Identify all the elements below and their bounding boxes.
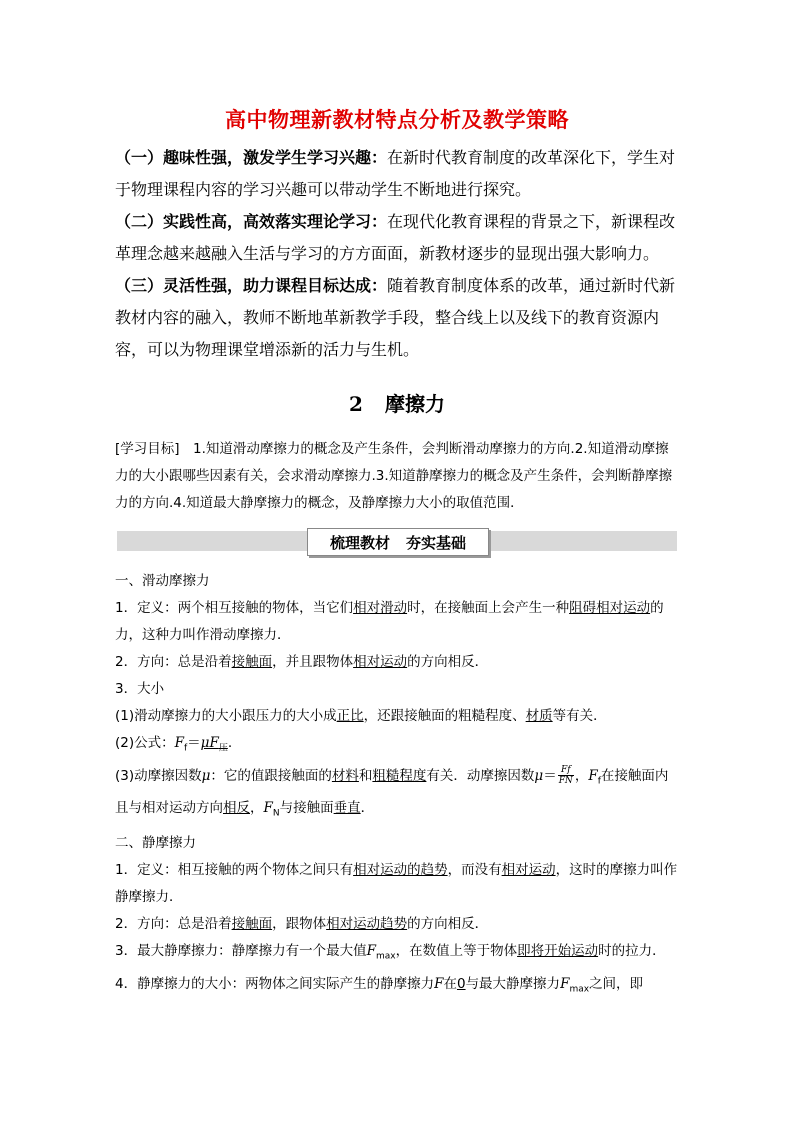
sliding-heading: 一、滑动摩擦力 (115, 573, 210, 589)
static-direction: 2．方向：总是沿着接触面，跟物体相对运动趋势的方向相反． (115, 916, 489, 932)
intro-text-1: 在新时代教育制度的改革深化下，学生对于物理课程内容的学习兴趣可以带动学生不断地进行探究。 (115, 148, 676, 199)
intro-paragraph-1 (115, 142, 680, 206)
intro-paragraph-3 (115, 270, 680, 366)
intro-paragraph-2 (115, 206, 680, 270)
static-heading: 二、静摩擦力 (115, 835, 196, 851)
sliding-size-1: (1)滑动摩擦力的大小跟压力的大小成正比，还跟接触面的粗糙程度、材质等有关． (115, 708, 607, 724)
intro-bold-3: （三）灵活性强，助力课程目标达成： (115, 276, 388, 295)
section-title (0, 388, 794, 417)
intro-bold-1: （一）趣味性强，激发学生学习兴趣： (115, 148, 388, 167)
static-friction-section (115, 830, 680, 1003)
sliding-direction: 2．方向：总是沿着接触面，并且跟物体相对运动的方向相反． (115, 654, 489, 670)
document-title: 高中物理新教材特点分析及教学策略 (225, 108, 569, 132)
static-max: 3．最大静摩擦力：静摩擦力有一个最大值$F_{max}$，在数值上等于物体即将开始运动时的拉力． (115, 943, 666, 962)
intro-text-3: 随着教育制度体系的改革，通过新时代新教材内容的融入，教师不断地革新教学手段，整合线上以及线下的教育资源内容，可以为物理课堂增添新的活力与生机。 (115, 276, 676, 359)
intro-text-2: 在现代化教育课程的背景之下，新课程改革理念越来越融入生活与学习的方方面面，新教材逐步的显现出强大影响力。 (115, 212, 676, 263)
band-label-right: 夯实基础 (406, 533, 467, 552)
section-band-label (307, 528, 489, 556)
static-size: 4．静摩擦力的大小：两物体之间实际产生的静摩擦力F在0与最大静摩擦力$F_{max}$之间，即 (115, 975, 644, 995)
sliding-formula: (2)公式：$F_f=\mu F_压$. (115, 735, 233, 754)
sliding-size-heading: 3．大小 (115, 681, 165, 697)
band-label-left: 梳理教材 (329, 533, 390, 552)
sliding-friction-section (115, 568, 680, 828)
sliding-coefficient: (3)动摩擦因数μ：它的值跟接触面的材料和粗糙程度有关．动摩擦因数μ＝ $\frac{Ff}{FN}$ ，$F_f$在接触面内且与相对运动方向相反，$F_N$与接触面垂直． (115, 765, 669, 820)
sliding-definition: 1．定义：两个相互接触的物体，当它们相对滑动时，在接触面上会产生一种阻碍相对运动的力，这种力叫作滑动摩擦力． (115, 600, 664, 643)
static-definition: 1．定义：相互接触的两个物体之间只有相对运动的趋势，而没有相对运动，这时的摩擦力叫作静摩擦力． (115, 862, 678, 905)
coefficient-fraction: $\frac{Ff}{FN}$ (558, 765, 573, 787)
section-name: 摩擦力 (384, 392, 445, 416)
intro-bold-2: （二）实践性高，高效落实理论学习： (115, 212, 388, 231)
learning-goals: [学习目标] 1.知道滑动摩擦力的概念及产生条件，会判断滑动摩擦力的方向.2.知道滑动摩擦力的大小跟哪些因素有关，会求滑动摩擦力.3.知道静摩擦力的概念及产生条件，会判断静摩擦力的方向.4.知道最大静摩擦力的概念，及静摩擦力大小的取值范围． (115, 441, 673, 511)
section-number: 2 (349, 392, 363, 416)
